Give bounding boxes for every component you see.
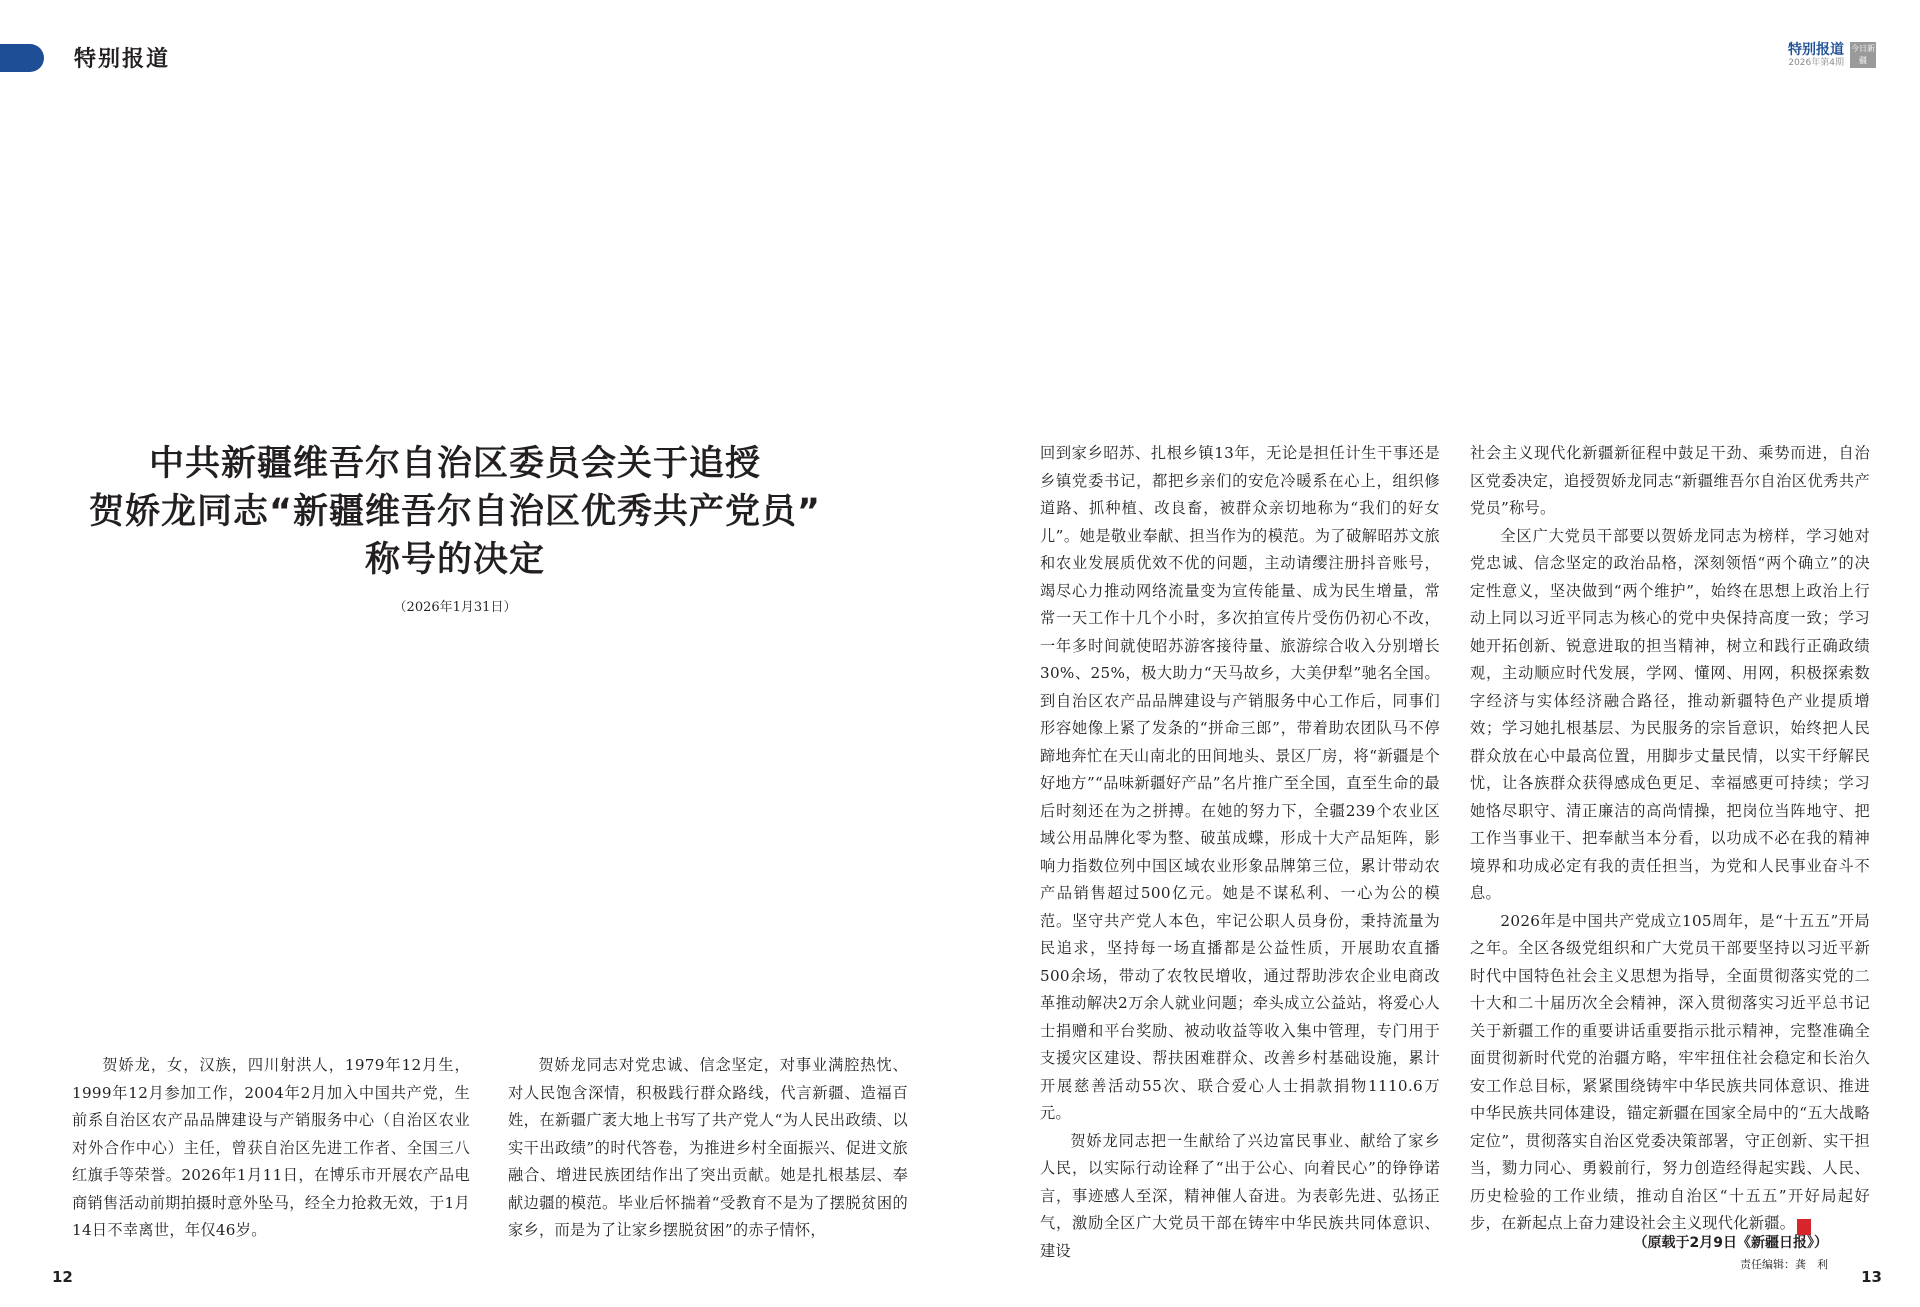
right-page xyxy=(960,0,1920,1307)
masthead-name: 特别报道 xyxy=(1788,42,1844,58)
text-column-4 xyxy=(1470,440,1870,1238)
page-number-left: 12 xyxy=(52,1268,73,1286)
paragraph-text: 2026年是中国共产党成立105周年，是“十五五”开局之年。全区各级党组织和广大党员干部要坚持以习近平新时代中国特色社会主义思想为指导，全面贯彻落实党的二十大和二十届历次全会精神，深入贯彻落实习近平总书记关于新疆工作的重要讲话重要指示批示精神，完整准确全面贯彻新时代党的治疆方略，牢牢扭住社会稳定和长治久安工作总目标，紧紧围绕铸牢中华民族共同体意识、推进中华民族共同体建设，锚定新疆在国家全局中的“五大战略定位”，贯彻落实自治区党委决策部署，守正创新、实干担当，勠力同心、勇毅前行，努力创造经得起实践、人民、历史检验的工作业绩，推动自治区“十五五”开好局起好步，在新起点上奋力建设社会主义现代化新疆。 xyxy=(1470,911,1870,1232)
text-column-2 xyxy=(508,1052,908,1245)
paragraph xyxy=(1470,908,1870,1238)
end-mark-icon: J xyxy=(1797,1219,1811,1235)
article-title-block xyxy=(60,440,850,615)
masthead-issue: 2026年第4期 xyxy=(1788,58,1844,68)
source-note: （原载于2月9日《新疆日报》） xyxy=(1633,1235,1828,1251)
paragraph: 社会主义现代化新疆新征程中鼓足干劲、乘势而进，自治区党委决定，追授贺娇龙同志“新疆维吾尔自治区优秀共产党员”称号。 xyxy=(1470,444,1870,517)
page-number-right: 13 xyxy=(1861,1268,1882,1286)
article-title-line: 称号的决定 xyxy=(364,540,545,580)
paragraph: 贺娇龙同志对党忠诚、信念坚定，对事业满腔热忱、对人民饱含深情，积极践行群众路线，代言新疆、造福百姓，在新疆广袤大地上书写了共产党人“为人民出政绩、以实干出政绩”的时代答卷，为推进乡村全面振兴、促进文旅融合、增进民族团结作出了突出贡献。她是扎根基层、奉献边疆的模范。毕业后怀揣着“受教育不是为了摆脱贫困的家乡，而是为了让家乡摆脱贫困”的赤子情怀， xyxy=(508,1056,908,1239)
text-column-1 xyxy=(72,1052,470,1245)
masthead xyxy=(1788,42,1844,69)
paragraph: 贺娇龙同志把一生献给了兴边富民事业、献给了家乡人民，以实际行动诠释了“出于公心、向着民心”的铮铮诺言，事迹感人至深，精神催人奋进。为表彰先进、弘扬正气，激励全区广大党员干部在铸牢中华民族共同体意识、建设 xyxy=(1040,1131,1440,1260)
paragraph: 全区广大党员干部要以贺娇龙同志为榜样，学习她对党忠诚、信念坚定的政治品格，深刻领悟“两个确立”的决定性意义，坚决做到“两个维护”，始终在思想上政治上行动上同以习近平同志为核心的党中央保持高度一致；学习她开拓创新、锐意进取的担当精神，树立和践行正确政绩观，主动顺应时代发展，学网、懂网、用网，积极探索数字经济与实体经济融合路径，推动新疆特色产业提质增效；学习她扎根基层、为民服务的宗旨意识，始终把人民群众放在心中最高位置，用脚步丈量民情，以实干纾解民忧，让各族群众获得感成色更足、幸福感更可持续；学习她恪尽职守、清正廉洁的高尚情操，把岗位当阵地守、把工作当事业干、把奉献当本分看，以功成不必在我的精神境界和功成必定有我的责任担当，为党和人民事业奋斗不息。 xyxy=(1470,526,1870,902)
article-title-line: 中共新疆维吾尔自治区委员会关于追授 xyxy=(148,444,761,484)
article-title-line: 贺娇龙同志“新疆维吾尔自治区优秀共产党员” xyxy=(88,492,821,532)
section-tab-marker xyxy=(0,44,44,72)
article-date: （2026年1月31日） xyxy=(393,600,517,615)
text-column-3 xyxy=(1040,440,1440,1265)
magazine-logo: 今日新疆 xyxy=(1850,42,1876,68)
editor-credit: 责任编辑：龚 利 xyxy=(1740,1258,1828,1271)
section-title: 特别报道 xyxy=(74,46,171,72)
paragraph: 回到家乡昭苏、扎根乡镇13年，无论是担任计生干事还是乡镇党委书记，都把乡亲们的安危冷暖系在心上，组织修道路、抓种植、改良畜，被群众亲切地称为“我们的好女儿”。她是敬业奉献、担当作为的模范。为了破解昭苏文旅和农业发展质优效不优的问题，主动请缨注册抖音账号，竭尽心力推动网络流量变为宣传能量、成为民生增量，常常一天工作十几个小时，多次拍宣传片受伤仍初心不改，一年多时间就使昭苏游客接待量、旅游综合收入分别增长30%、25%，极大助力“天马故乡，大美伊犁”驰名全国。到自治区农产品品牌建设与产销服务中心工作后，同事们形容她像上紧了发条的“拼命三郎”，带着助农团队马不停蹄地奔忙在天山南北的田间地头、景区厂房，将“新疆是个好地方”“品味新疆好产品”名片推广至全国，直至生命的最后时刻还在为之拼搏。在她的努力下，全疆239个农业区域公用品牌化零为整、破茧成蝶，形成十大产品矩阵，影响力指数位列中国区域农业形象品牌第三位，累计带动农产品销售超过500亿元。她是不谋私利、一心为公的模范。坚守共产党人本色，牢记公职人员身份，秉持流量为民追求，坚持每一场直播都是公益性质，开展助农直播500余场，带动了农牧民增收，通过帮助涉农企业电商改革推动解决2万余人就业问题；牵头成立公益站，将爱心人士捐赠和平台奖励、被动收益等收入集中管理，专门用于支援灾区建设、帮扶困难群众、改善乡村基础设施，累计开展慈善活动55次、联合爱心人士捐款捐物1110.6万元。 xyxy=(1040,444,1440,1122)
paragraph: 贺娇龙，女，汉族，四川射洪人，1979年12月生，1999年12月参加工作，2004年2月加入中国共产党，生前系自治区农产品品牌建设与产销服务中心（自治区农业对外合作中心）主任，曾获自治区先进工作者、全国三八红旗手等荣誉。2026年1月11日，在博乐市开展农产品电商销售活动前期拍摄时意外坠马，经全力抢救无效，于1月14日不幸离世，年仅46岁。 xyxy=(72,1056,470,1239)
